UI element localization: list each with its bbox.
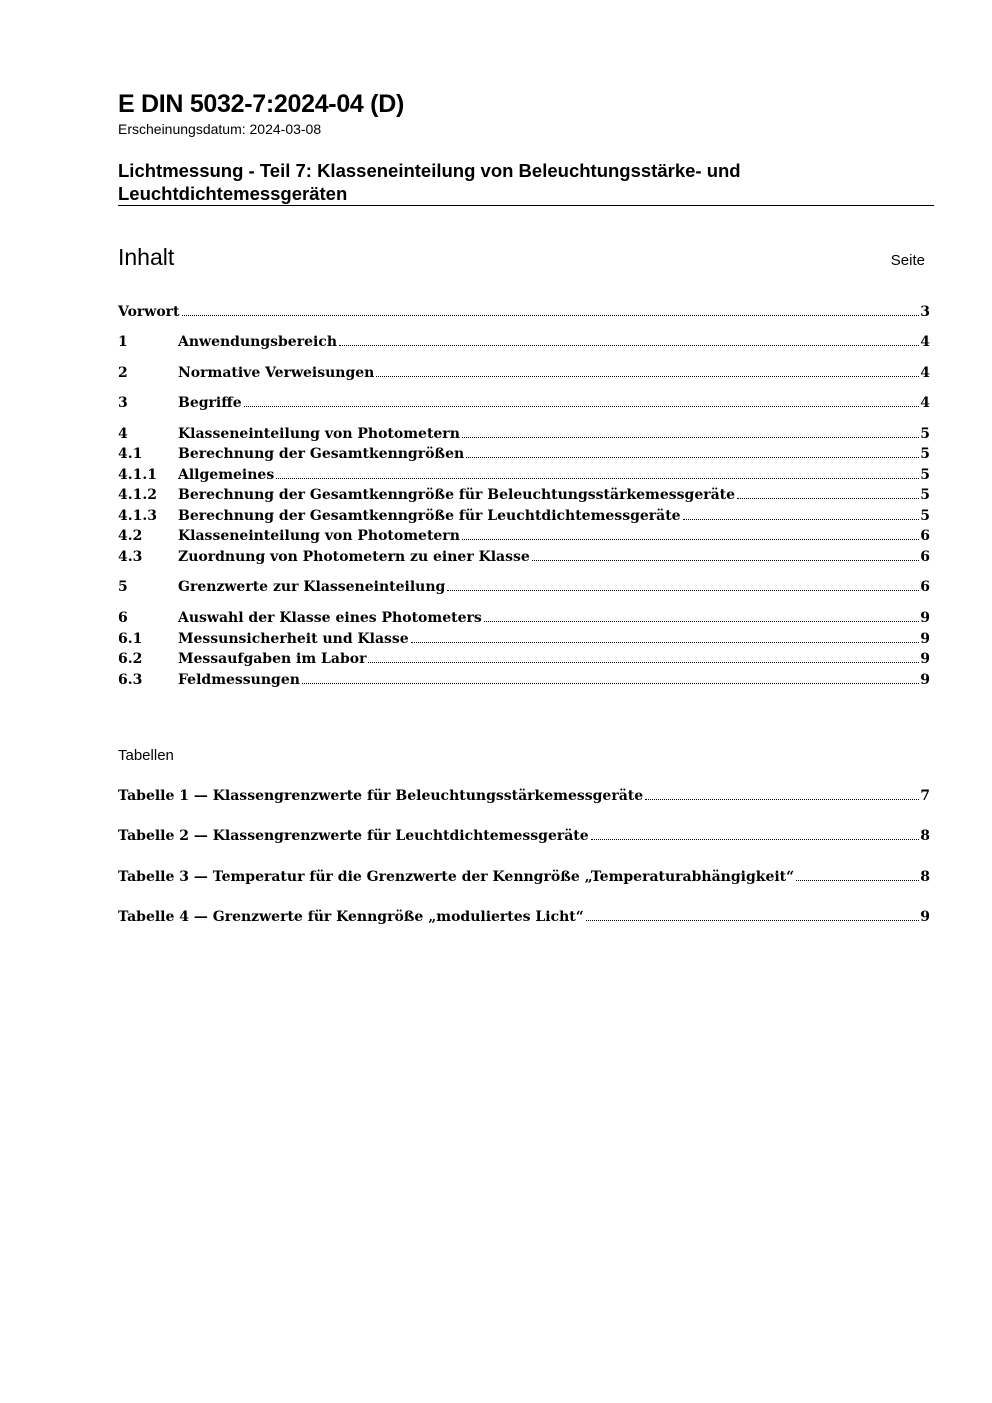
toc-entry[interactable] <box>118 547 930 567</box>
table-list-entry-title: Tabelle 2 — Klassengrenzwerte für Leuchtdichtemessgeräte <box>118 828 589 844</box>
toc-entry-number: 4.3 <box>118 549 143 565</box>
table-list-entry-page: 7 <box>920 788 930 804</box>
toc-leader <box>276 478 919 479</box>
toc-entry-title: Messaufgaben im Labor <box>178 651 367 667</box>
toc-entry-page: 4 <box>920 334 930 350</box>
toc-entry-title: Messunsicherheit und Klasse <box>178 631 409 647</box>
toc-entry-page: 9 <box>920 651 930 667</box>
toc-entry[interactable] <box>118 526 930 546</box>
toc-entry-title: Anwendungsbereich <box>178 334 337 350</box>
toc-entry-number: 4.2 <box>118 528 143 544</box>
toc-leader <box>683 519 920 520</box>
toc-leader <box>466 457 919 458</box>
table-list-entry[interactable] <box>118 826 930 846</box>
toc-leader <box>411 642 920 643</box>
toc-leader <box>796 880 919 881</box>
toc-entry-page: 5 <box>920 426 930 442</box>
toc-leader <box>302 683 919 684</box>
toc-entry-title: Begriffe <box>178 395 242 411</box>
toc-entry[interactable] <box>118 363 930 383</box>
table-list-entry-page: 8 <box>920 828 930 844</box>
toc-entry-number: 6.2 <box>118 651 143 667</box>
document-title-line-1: Lichtmessung - Teil 7: Klasseneinteilung von Beleuchtungsstärke- und <box>118 160 741 181</box>
toc-entry-title: Berechnung der Gesamtkenngröße für Beleuchtungsstärkemessgeräte <box>178 487 736 503</box>
toc-entry-number: 6.1 <box>118 631 143 647</box>
toc-entry-number: 4.1 <box>118 446 143 462</box>
toc-leader <box>462 539 919 540</box>
toc-entry-page: 3 <box>920 304 930 320</box>
table-list-entry-title: Tabelle 4 — Grenzwerte für Kenngröße „moduliertes Licht“ <box>118 909 584 925</box>
toc-entry-title: Vorwort <box>118 304 180 320</box>
publication-date: Erscheinungsdatum: 2024-03-08 <box>118 121 322 137</box>
document-title <box>118 159 934 205</box>
toc-entry[interactable] <box>118 332 930 352</box>
toc-entry-title: Berechnung der Gesamtkenngröße für Leuchtdichtemessgeräte <box>178 508 681 524</box>
contents-heading: Inhalt <box>118 244 175 270</box>
toc-entry-page: 6 <box>920 579 930 595</box>
toc-entry[interactable] <box>118 577 930 597</box>
toc-entry-number: 5 <box>118 579 128 595</box>
toc-entry-title: Feldmessungen <box>178 672 300 688</box>
toc-entry[interactable] <box>118 393 930 413</box>
toc-entry-number: 4.1.3 <box>118 508 157 524</box>
toc-leader <box>586 920 919 921</box>
table-list-entry[interactable] <box>118 786 930 806</box>
toc-entry-number: 2 <box>118 365 128 381</box>
table-list-entry[interactable] <box>118 867 930 887</box>
toc-entry-number: 3 <box>118 395 128 411</box>
toc-entry-page: 9 <box>920 672 930 688</box>
toc-entry-page: 4 <box>920 365 930 381</box>
toc-entry[interactable] <box>118 506 930 526</box>
toc-entry-page: 5 <box>920 467 930 483</box>
toc-leader <box>376 376 919 377</box>
toc-entry-title: Klasseneinteilung von Photometern <box>178 426 460 442</box>
toc-entry-number: 1 <box>118 334 128 350</box>
toc-leader <box>645 799 919 800</box>
toc-entry[interactable] <box>118 608 930 628</box>
toc-leader <box>462 437 919 438</box>
toc-entry[interactable] <box>118 485 930 505</box>
toc-entry-page: 6 <box>920 549 930 565</box>
toc-entry-page: 5 <box>920 446 930 462</box>
toc-entry-page: 9 <box>920 631 930 647</box>
toc-entry-number: 4 <box>118 426 128 442</box>
toc-entry-title: Berechnung der Gesamtkenngrößen <box>178 446 465 462</box>
page-column-label: Seite <box>890 252 925 269</box>
toc-entry-number: 6 <box>118 610 128 626</box>
toc-entry-title: Auswahl der Klasse eines Photometers <box>178 610 482 626</box>
toc-entry-page: 4 <box>920 395 930 411</box>
toc-leader <box>532 560 919 561</box>
toc-entry-title: Allgemeines <box>178 467 275 483</box>
toc-entry-page: 6 <box>920 528 930 544</box>
document-id: E DIN 5032-7:2024-04 (D) <box>118 90 404 118</box>
toc-leader <box>244 406 920 407</box>
table-list-entry-title: Tabelle 3 — Temperatur für die Grenzwerte der Kenngröße „Temperaturabhängigkeit“ <box>118 869 795 885</box>
toc-leader <box>368 662 919 663</box>
toc-entry[interactable] <box>118 424 930 444</box>
toc-entry[interactable] <box>118 649 930 669</box>
toc-entry-number: 6.3 <box>118 672 143 688</box>
toc-entry-title: Normative Verweisungen <box>178 365 375 381</box>
toc-entry[interactable] <box>118 444 930 464</box>
toc-entry-page: 9 <box>920 610 930 626</box>
toc-entry[interactable] <box>118 629 930 649</box>
document-title-line-2: Leuchtdichtemessgeräten <box>118 183 348 204</box>
toc-leader <box>182 315 920 316</box>
toc-entry[interactable] <box>118 302 930 322</box>
title-divider <box>118 205 934 206</box>
toc-entry-number: 4.1.2 <box>118 487 157 503</box>
toc-leader <box>484 621 920 622</box>
toc-entry-page: 5 <box>920 508 930 524</box>
toc-entry-number: 4.1.1 <box>118 467 157 483</box>
toc-leader <box>737 498 919 499</box>
toc-leader <box>339 345 919 346</box>
table-list-entry-title: Tabelle 1 — Klassengrenzwerte für Beleuchtungsstärkemessgeräte <box>118 788 644 804</box>
table-list-entry[interactable] <box>118 907 930 927</box>
toc-entry-title: Zuordnung von Photometern zu einer Klasse <box>178 549 530 565</box>
toc-entry-page: 5 <box>920 487 930 503</box>
toc-leader <box>591 839 920 840</box>
toc-entry-title: Grenzwerte zur Klasseneinteilung <box>178 579 446 595</box>
table-list-entry-page: 9 <box>920 909 930 925</box>
toc-entry[interactable] <box>118 465 930 485</box>
toc-entry[interactable] <box>118 670 930 690</box>
tables-list-heading: Tabellen <box>118 747 174 764</box>
table-list-entry-page: 8 <box>920 869 930 885</box>
toc-leader <box>447 590 919 591</box>
toc-entry-title: Klasseneinteilung von Photometern <box>178 528 460 544</box>
